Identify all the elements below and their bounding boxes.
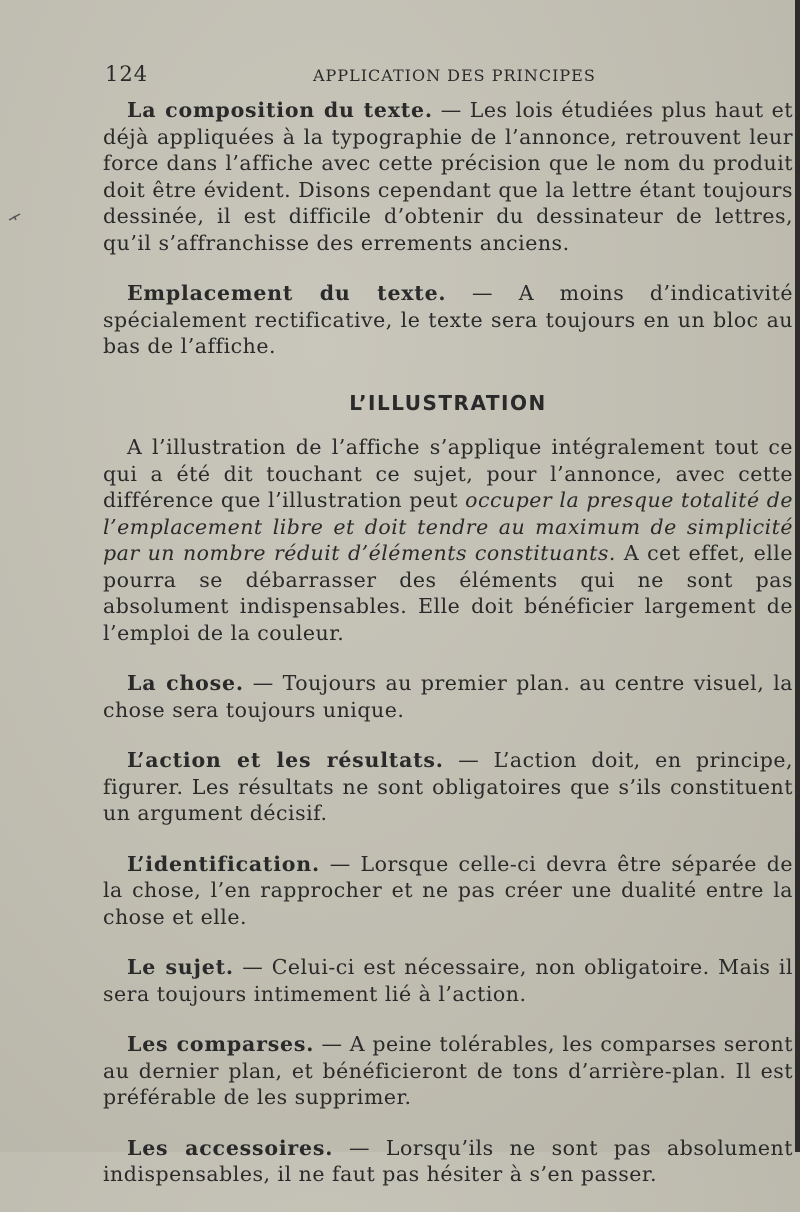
paragraph-lead: Les accessoires. [127, 1135, 334, 1160]
section-heading: L’ILLUSTRATION [349, 390, 547, 415]
paragraph-sujet [103, 954, 793, 1007]
paragraph-lead: La chose. [127, 671, 244, 695]
paragraph-text: — Les lois étudiées plus haut et déjà appliquées à la typographie de l’annonce, retrouvent leur force dans l’affiche avec cette précision que le nom du produit doit être évident. Disons cependant que la lettre étant toujours dessinée, il est difficile d’obtenir du dessinateur de lettres, qu’il s’affranchisse des errements anciens. [103, 98, 794, 255]
paragraph-la-chose [103, 670, 793, 723]
paragraph-identification [103, 851, 793, 931]
paragraph-composition [103, 97, 793, 256]
paragraph-lead: Les comparses. [127, 1032, 315, 1056]
paragraph-accessoires [103, 1135, 793, 1188]
paragraph-illustration [103, 434, 793, 646]
paragraph-lead: L’identification. [127, 851, 320, 876]
paragraph-text: — L’action doit, en principe, figurer. Les résultats ne sont obligatoires que s’ils constituent un argument décisif. [103, 748, 793, 825]
paragraph-text: — A moins d’indicativité spécialement rectificative, le texte sera toujours en un bloc au bas de l’affiche. [103, 281, 793, 358]
paragraph-comparses [103, 1031, 793, 1111]
margin-ink-mark [8, 212, 22, 222]
paragraph-text: — A peine tolérables, les comparses seront au dernier plan, et bénéficieront de tons d’arrière-plan. Il est préférable de les supprimer. [103, 1032, 793, 1109]
paragraph-text: — Lorsqu’ils ne sont pas absolument indispensables, il ne faut pas hésiter à s’en passer. [103, 1135, 793, 1186]
page-body [103, 97, 793, 1212]
paragraph-text: A l’illustration de l’affiche s’applique intégralement tout ce qui a été dit touchant ce sujet, pour l’annonce, avec cette différence que l’illustration peut [103, 435, 793, 512]
paragraph-emplacement [103, 280, 793, 360]
paragraph-lead: Emplacement du texte. [127, 281, 447, 305]
page-number: 124 [105, 62, 149, 86]
paragraph-text: — Toujours au premier plan. au centre visuel, la chose sera toujours unique. [103, 671, 793, 722]
paragraph-italic-text: occuper la presque totalité de l’emplacement libre et doit tendre au maximum de simplicité par un nombre réduit d’éléments constituants. [103, 488, 794, 565]
page-header [105, 62, 795, 92]
paragraph-action-resultats [103, 747, 793, 827]
paragraph-text: — Lorsque celle-ci devra être séparée de la chose, l’en rapprocher et ne pas créer une dualité entre la chose et elle. [103, 851, 793, 929]
paragraph-lead: L’action et les résultats. [127, 748, 444, 772]
running-title: APPLICATION DES PRINCIPES [313, 66, 596, 85]
paragraph-text: — Celui-ci est nécessaire, non obligatoire. Mais il sera toujours intimement lié à l’action. [103, 955, 793, 1006]
paragraph-lead: La composition du texte. [127, 98, 433, 122]
page-binding-edge [795, 0, 800, 1152]
paragraph-text: A cet effet, elle pourra se débarrasser des éléments qui ne sont pas absolument indispensables. Elle doit bénéficier largement de l’emploi de la couleur. [103, 541, 793, 645]
paragraph-lead: Le sujet. [127, 955, 234, 979]
